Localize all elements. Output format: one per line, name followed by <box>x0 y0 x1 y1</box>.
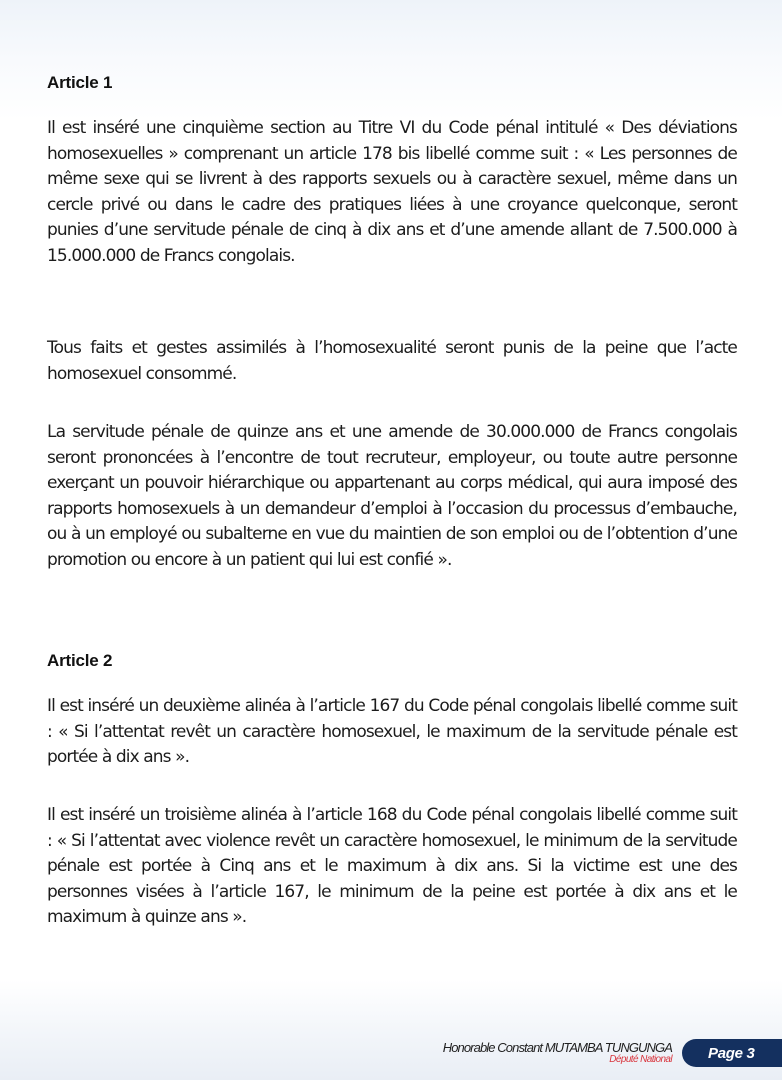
signature-block <box>443 1041 672 1065</box>
author-role: Député National <box>609 1054 672 1065</box>
author-name: Honorable Constant MUTAMBA TUNGUNGA <box>442 1040 672 1055</box>
page-number-badge <box>682 1039 782 1067</box>
article-2-paragraph-2: Il est inséré un troisième alinéa à l’article 168 du Code pénal congolais libellé comme suit : « Si l’attentat avec violence revêt un caractère homosexuel, le minimum de la servitude pénale est portée à Cinq ans et le maximum à dix ans. Si la victime est une des personnes visées à l’article 167, le minimum de la peine est portée à dix ans et le maximum à quinze ans ». <box>47 805 737 927</box>
page-footer <box>443 1036 782 1070</box>
article-2-paragraph-1: Il est inséré un deuxième alinéa à l’article 167 du Code pénal congolais libellé comme suit : « Si l’attentat revêt un caractère homosexuel, le maximum de la servitude pénale est portée à dix ans ». <box>47 696 737 767</box>
article-1-paragraph-1: Il est inséré une cinquième section au Titre VI du Code pénal intitulé « Des déviations homosexuelles » comprenant un article 178 bis libellé comme suit : « Les personnes de même sexe qui se livrent à des rapports sexuels ou à caractère sexuel, même dans un cercle privé ou dans le cadre des pratiques liées à une croyance quelconque, seront punies d’une servitude pénale de cinq à dix ans et d’une amende allant de 7.500.000 à 15.000.000 de Francs congolais. <box>47 118 737 266</box>
article-2-heading: Article 2 <box>47 651 113 670</box>
article-1-paragraph-3: La servitude pénale de quinze ans et une amende de 30.000.000 de Francs congolais seront prononcées à l’encontre de tout recruteur, employeur, ou toute autre personne exerçant un pouvoir hiérarchique ou appartenant au corps médical, qui aura imposé des rapports homosexuels à un demandeur d’emploi à l’occasion du processus d’embauche, ou à un employé ou subalterne en vue du maintien de son emploi ou de l’obtention d’une promotion ou encore à un patient qui lui est confié ». <box>47 422 737 570</box>
page-number-label: Page 3 <box>708 1044 755 1062</box>
article-1-heading: Article 1 <box>47 73 113 92</box>
article-1-paragraph-2: Tous faits et gestes assimilés à l’homosexualité seront punis de la peine que l’acte homosexuel consommé. <box>47 338 737 384</box>
